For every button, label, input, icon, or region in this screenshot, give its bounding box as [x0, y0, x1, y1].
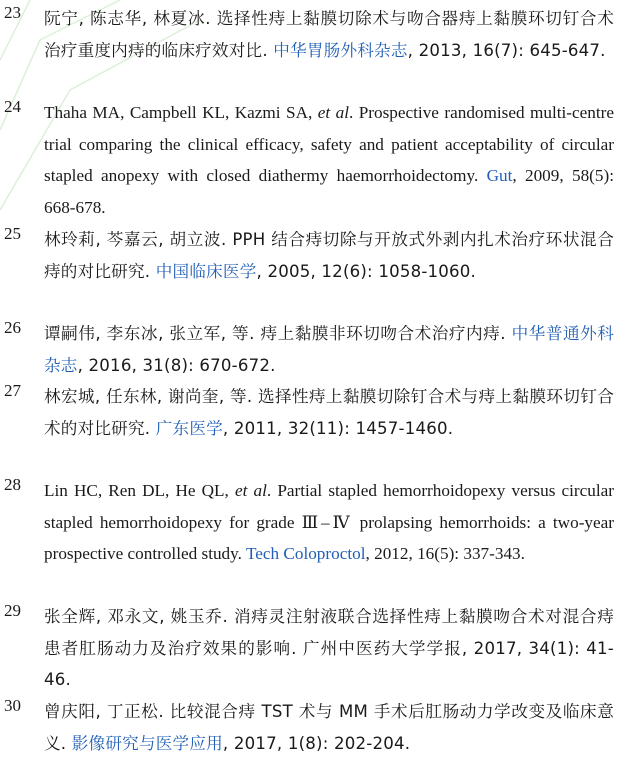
reference-title: 比较混合痔 TST 术与 MM 手术后肛肠动力学改变及临床意义. — [44, 702, 615, 753]
journal-link[interactable]: 广东医学 — [155, 418, 223, 438]
reference-number: 26 — [4, 318, 21, 337]
reference-authors: 张全辉, 邓永文, 姚玉乔. — [44, 607, 229, 626]
reference-authors: 阮宁, 陈志华, 林夏冰. — [44, 9, 211, 28]
reference-number: 27 — [4, 381, 21, 400]
reference-etal: et al — [235, 481, 267, 500]
reference-title: PPH 结合痔切除与开放式外剥内扎术治疗环状混合痔的对比研究. — [44, 230, 614, 281]
reference-title: 消痔灵注射液联合选择性痔上黏膜吻合术对混合痔患者肛肠动力及治疗效果的影响. 广州中医药大学学报 — [44, 607, 614, 658]
reference-citation: , 2016, 31(8): 670-672. — [77, 355, 276, 375]
reference-authors: Lin HC, Ren DL, He QL, — [44, 481, 229, 500]
reference-number: 29 — [4, 601, 21, 620]
reference-number: 30 — [4, 696, 21, 715]
reference-citation: , 2012, 16(5): 337-343. — [365, 544, 525, 563]
reference-etal: et al — [317, 103, 349, 122]
reference-text — [44, 224, 614, 287]
reference-citation: , 2009, 58(5): 668-678. — [44, 166, 614, 217]
reference-title: 选择性痔上黏膜切除术与吻合器痔上黏膜环切钉合术治疗重度内痔的临床疗效对比. — [44, 9, 614, 60]
reference-number: 28 — [4, 475, 21, 494]
reference-number: 24 — [4, 97, 21, 116]
reference-authors: 林宏城, 任东林, 谢尚奎, 等. — [44, 387, 253, 406]
reference-authors: Thaha MA, Campbell KL, Kazmi SA, — [44, 103, 313, 122]
reference-text — [44, 601, 614, 696]
reference-text — [44, 696, 614, 759]
reference-citation: , 2017, 34(1): 41-46. — [44, 638, 614, 689]
reference-title: 痔上黏膜非环切吻合术治疗内痔. — [254, 324, 506, 343]
reference-number: 25 — [4, 224, 21, 243]
reference-title: . Prospective randomised multi-centre trial comparing the clinical efficacy, safety and patient acceptability of circular stapled anopexy with closed diathermy haemorrhoidectomy. — [44, 103, 614, 185]
reference-citation: , 2013, 16(7): 645-647. — [407, 40, 606, 60]
reference-citation: , 2005, 12(6): 1058-1060. — [256, 261, 477, 281]
reference-authors: 林玲莉, 芩嘉云, 胡立波. — [44, 230, 227, 249]
reference-authors: 曾庆阳, 丁正松. — [44, 702, 164, 721]
reference-text — [44, 3, 614, 66]
journal-link[interactable]: Gut — [486, 166, 513, 185]
journal-link[interactable]: 中国临床医学 — [155, 261, 257, 281]
journal-link[interactable]: Tech Coloproctol — [245, 544, 366, 563]
reference-citation: , 2017, 1(8): 202-204. — [222, 733, 411, 753]
reference-title: 选择性痔上黏膜切除钉合术与痔上黏膜环切钉合术的对比研究. — [44, 387, 614, 438]
reference-title: . Partial stapled hemorrhoidopexy versus circular stapled hemorrhoidopexy for grade Ⅲ–Ⅳ prolapsing hemorrhoids: a two-year prospective controlled study. — [44, 481, 615, 563]
journal-link[interactable]: 中华胃肠外科杂志 — [273, 40, 408, 60]
journal-link[interactable]: 中华普通外科杂志 — [44, 324, 615, 375]
reference-text — [44, 97, 614, 223]
reference-citation: , 2011, 32(11): 1457-1460. — [222, 418, 454, 438]
reference-text — [44, 318, 614, 381]
reference-text — [44, 381, 614, 444]
journal-link[interactable]: 影像研究与医学应用 — [71, 733, 223, 753]
reference-authors: 谭嗣伟, 李东冰, 张立军, 等. — [44, 324, 255, 343]
reference-text — [44, 475, 614, 570]
reference-number: 23 — [4, 3, 21, 22]
